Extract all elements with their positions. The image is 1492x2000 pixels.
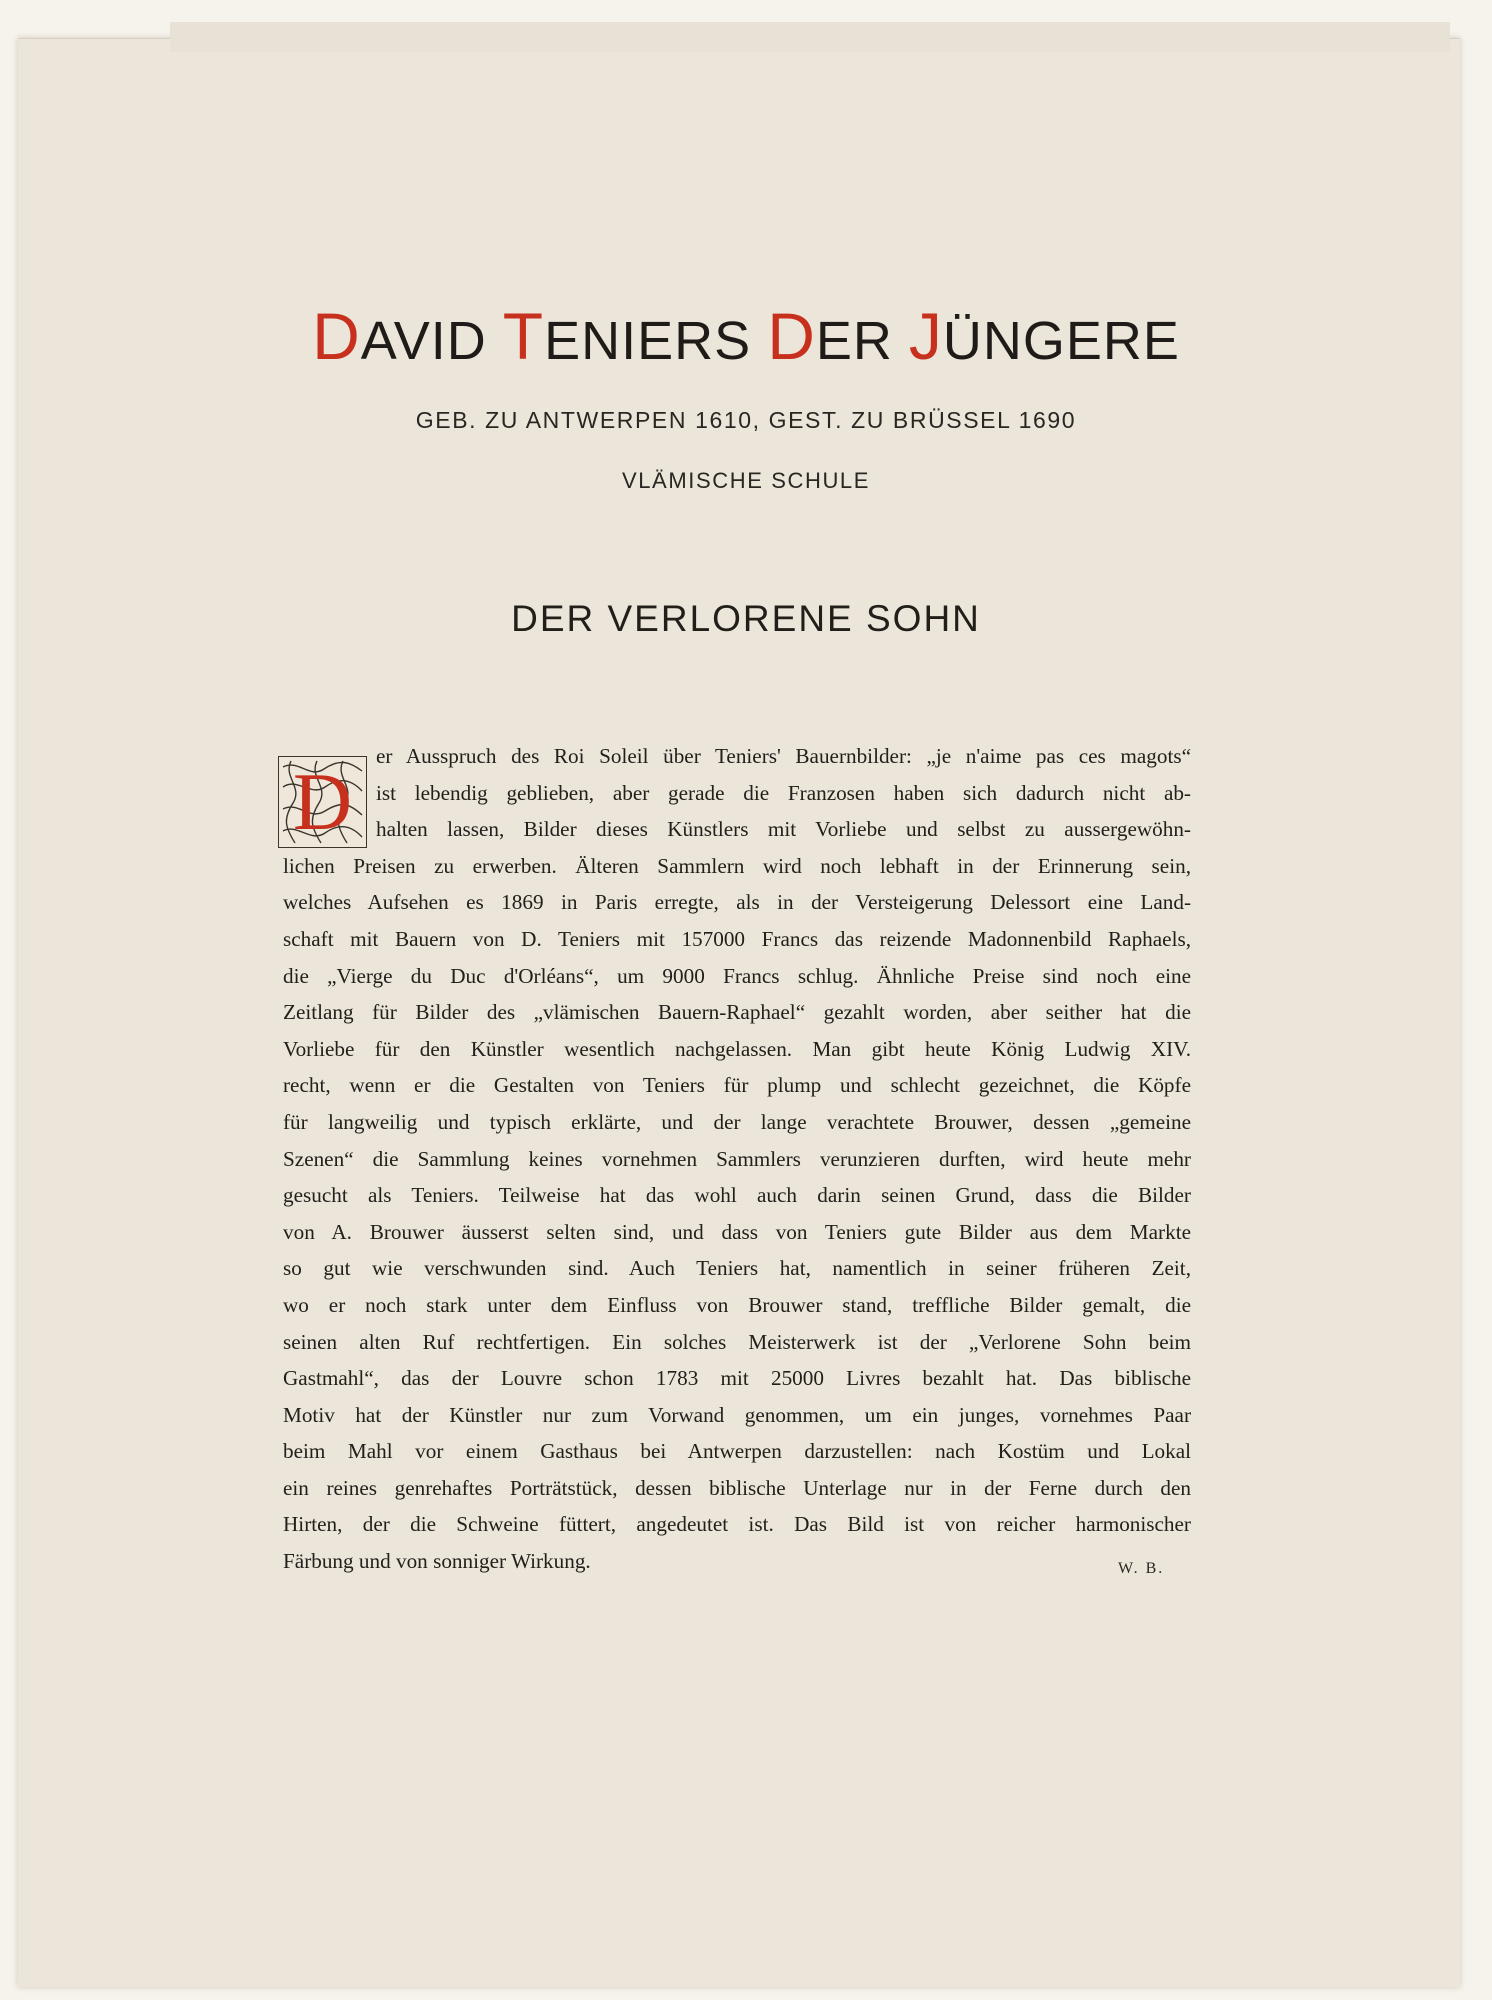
- page-title: [0, 298, 1492, 374]
- text-line: von A. Brouwer äusserst selten sind, und dass von Teniers gute Bilder aus dem Markte: [283, 1219, 1191, 1244]
- title-initial: D: [767, 299, 816, 373]
- dropcap-letter: D: [292, 756, 353, 847]
- artist-school: VLÄMISCHE SCHULE: [621, 468, 871, 493]
- text-line: recht, wenn er die Gestalten von Teniers für plump und schlecht gezeichnet, die Köpfe: [283, 1073, 1191, 1098]
- text-line: für langweilig und typisch erklärte, und der lange verachtete Brouwer, dessen „gemeine: [283, 1109, 1191, 1134]
- title-word: ENIERS: [544, 311, 752, 371]
- title-word: ER: [815, 311, 893, 371]
- text-line: ist lebendig geblieben, aber gerade die Franzosen haben sich dadurch nicht ab-: [376, 780, 1191, 805]
- text-line: lichen Preisen zu erwerben. Älteren Sammlern wird noch lebhaft in der Erinnerung sein,: [283, 853, 1191, 878]
- text-line: schaft mit Bauern von D. Teniers mit 157000 Francs das reizende Madonnenbild Raphaels,: [283, 926, 1191, 951]
- artist-dates: GEB. ZU ANTWERPEN 1610, GEST. ZU BRÜSSEL 1690: [415, 407, 1077, 433]
- text-line: Zeitlang für Bilder des „vlämischen Bauern-Raphael“ gezahlt worden, aber seither hat die: [283, 1000, 1191, 1025]
- text-line: welches Aufsehen es 1869 in Paris erregte, als in der Versteigerung Delessort eine Land-: [283, 890, 1191, 915]
- text-line: Gastmahl“, das der Louvre schon 1783 mit 25000 Livres bezahlt hat. Das biblische: [283, 1366, 1191, 1391]
- title-word: ÜNGERE: [942, 311, 1180, 371]
- text-line: beim Mahl vor einem Gasthaus bei Antwerpen darzustellen: nach Kostüm und Lokal: [283, 1439, 1191, 1464]
- text-line: gesucht als Teniers. Teilweise hat das wohl auch darin seinen Grund, dass die Bilder: [283, 1183, 1191, 1208]
- text-line: wo er noch stark unter dem Einfluss von Brouwer stand, treffliche Bilder gemalt, die: [283, 1292, 1191, 1317]
- author-initials: W. B.: [1118, 1560, 1165, 1577]
- text-line: Szenen“ die Sammlung keines vornehmen Sammlers verunzieren durften, wird heute mehr: [283, 1146, 1191, 1171]
- text-line: so gut wie verschwunden sind. Auch Teniers hat, namentlich in seiner früheren Zeit,: [283, 1256, 1191, 1281]
- text-line: halten lassen, Bilder dieses Künstlers mit Vorliebe und selbst zu aussergewöhn-: [376, 817, 1191, 842]
- text-line: seinen alten Ruf rechtfertigen. Ein solches Meisterwerk ist der „Verlorene Sohn beim: [283, 1329, 1191, 1354]
- text-line: ein reines genrehaftes Porträtstück, dessen biblische Unterlage nur in der Ferne durch den: [283, 1475, 1191, 1500]
- text-line: Vorliebe für den Künstler wesentlich nachgelassen. Man gibt heute König Ludwig XIV.: [283, 1036, 1191, 1061]
- text-line: er Ausspruch des Roi Soleil über Teniers' Bauernbilder: „je n'aime pas ces magots“: [376, 744, 1191, 768]
- text-line: Motiv hat der Künstler nur zum Vorwand genommen, um ein junges, vornehmes Paar: [283, 1402, 1191, 1427]
- text-line: die „Vierge du Duc d'Orléans“, um 9000 Francs schlug. Ähnliche Preise sind noch eine: [283, 963, 1191, 988]
- artwork-title: DER VERLORENE SOHN: [511, 598, 981, 639]
- body-text: [283, 738, 1191, 1580]
- torn-paper-edge: [170, 22, 1450, 52]
- text-line: Hirten, der die Schweine füttert, angedeutet ist. Das Bild ist von reicher harmonischer: [283, 1512, 1191, 1537]
- text-line: Färbung und von sonniger Wirkung.: [283, 1549, 591, 1574]
- title-initial: T: [502, 299, 545, 373]
- title-initial: J: [908, 299, 943, 373]
- title-initial: D: [312, 299, 361, 373]
- title-word: AVID: [360, 311, 487, 371]
